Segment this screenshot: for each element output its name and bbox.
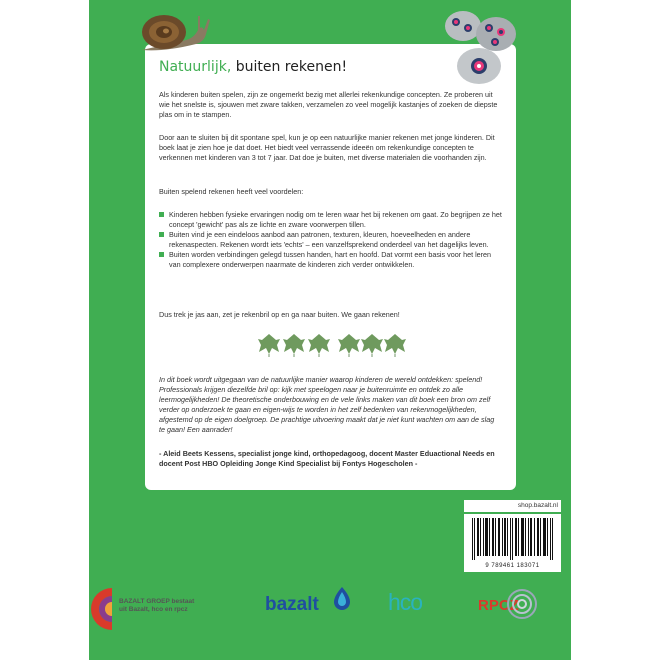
bullet-square-icon bbox=[159, 252, 164, 257]
bazalt-logo: bazalt bbox=[265, 594, 319, 615]
intro-paragraph: Als kinderen buiten spelen, zijn ze ongemerkt bezig met allerlei rekenkundige concepten. Ze proberen uit wie het snelste is, sjouwen met zware takken, verzamelen zo veel mogelijk kastanjes of zoeken de diepste plas om in te stampen. bbox=[159, 90, 498, 119]
bullet-text: Buiten worden verbindingen gelegd tussen handen, hart en hoofd. Dat vormt een basis voor het leren van complexere onderwerpen naarmate de kinderen zich verder ontwikkelen. bbox=[169, 249, 492, 269]
book-back-cover bbox=[89, 0, 571, 660]
list-item bbox=[159, 250, 502, 270]
shop-url-text: shop.bazalt.nl bbox=[517, 502, 558, 509]
painted-stones-illustration bbox=[441, 6, 521, 91]
barcode-area bbox=[464, 514, 561, 572]
bullet-square-icon bbox=[159, 212, 164, 217]
bullet-text: Buiten vind je een eindeloos aanbod aan patronen, texturen, kleuren, hoeveelheden en andere rekenaspecten. Rekenen wordt iets 'echts' – een vanzelfsprekend onderdeel van het dagelijks leven. bbox=[169, 229, 489, 249]
snail-illustration bbox=[134, 6, 214, 56]
description-paragraph: Door aan te sluiten bij dit spontane spel, kun je op een natuurlijke manier rekenen met jonge kinderen. Dit boek laat je zien hoe je dat doet. Het biedt veel verrassende ideeën om rekenkundige concepten te verkennen met kinderen van 3 tot 7 jaar. Dat doe je buiten, met diverse materialen die voorhanden zijn. bbox=[159, 133, 495, 162]
title-accent: Natuurlijk, bbox=[159, 59, 232, 75]
bazalt-drop-icon bbox=[332, 586, 352, 612]
closing-paragraph: Dus trek je jas aan, zet je rekenbril op en ga naar buiten. We gaan rekenen! bbox=[159, 310, 400, 319]
leaf-pattern-illustration bbox=[257, 330, 407, 358]
bazalt-groep-text: BAZALT GROEP bestaat uit Bazalt, hco en rpcz bbox=[119, 598, 195, 613]
rpcz-circle-icon bbox=[506, 588, 538, 620]
review-quote: In dit boek wordt uitgegaan van de natuurlijke manier waarop kinderen de wereld ontdekken: spelend! Professionals krijgen diezelfde bril op: kijk met speelogen naar je buitenruimte en ontdek zo alle leermogelijkheden! De theoretische onderbouwing en de vele links maken van dit boek een bron om zelf verder op onderzoek te gaan en eigen-wijs te worden in het zelf bedenken van rekenmogelijkheden, afgestemd op de eigen doelgroep. De prachtige uitvoering maakt dat je niet kunt wachten om aan de slag te gaan! Een aanrader! bbox=[159, 375, 495, 434]
benefits-list bbox=[159, 210, 502, 269]
list-item bbox=[159, 210, 502, 230]
bullet-square-icon bbox=[159, 232, 164, 237]
bazalt-groep-swirl-icon bbox=[88, 586, 114, 632]
cover-title bbox=[159, 59, 347, 75]
review-credit: - Aleid Beets Kessens, specialist jonge kind, orthopedagoog, docent Master Eduactional Needs en docent Post HBO Opleiding Jonge Kind Specialist bij Fontys Hogescholen - bbox=[159, 449, 495, 468]
list-item bbox=[159, 230, 502, 250]
hco-logo: hco bbox=[388, 589, 423, 615]
bullet-text: Kinderen hebben fysieke ervaringen nodig om te leren waar het bij rekenen om gaat. Zo begrijpen ze het concept 'gewicht' pas als ze lichte en zware voorwerpen tillen. bbox=[169, 210, 502, 229]
shop-url bbox=[464, 500, 561, 512]
title-rest: buiten rekenen! bbox=[231, 59, 348, 75]
rpcz-logo: RPCZ bbox=[478, 597, 519, 614]
isbn-number: 9 789461 183071 bbox=[485, 563, 540, 569]
barcode bbox=[472, 518, 553, 560]
benefits-heading: Buiten spelend rekenen heeft veel voordelen: bbox=[159, 187, 304, 196]
content-card bbox=[145, 44, 516, 490]
